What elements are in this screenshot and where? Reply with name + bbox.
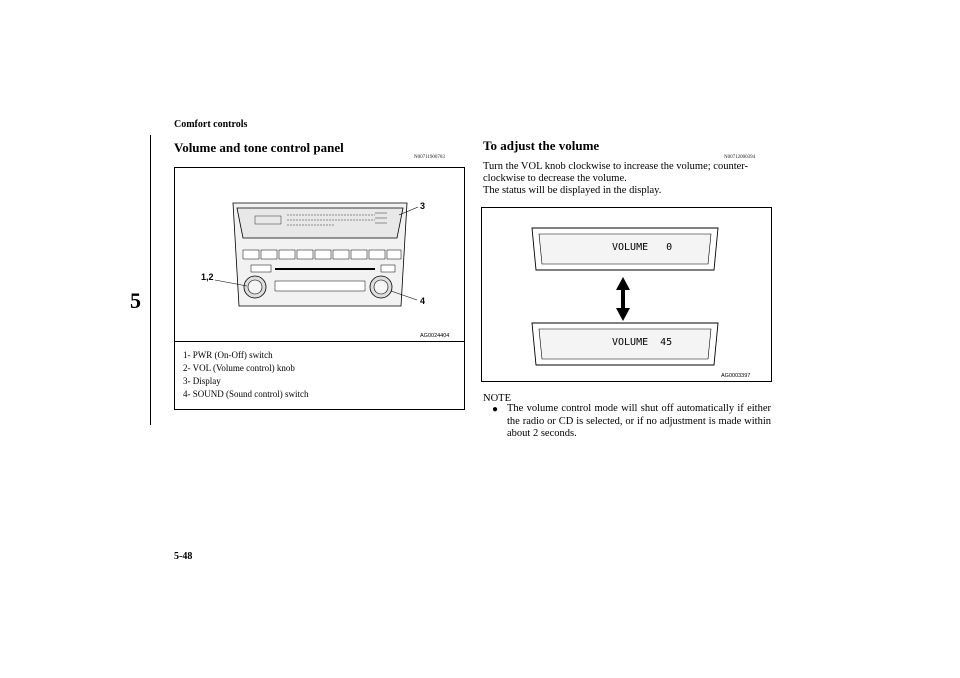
figure-id: AG0003397 [721,373,751,379]
right-heading: To adjust the volume [483,138,600,153]
paragraph-line-3: The status will be displayed in the display. [483,185,662,196]
page-number: 5-48 [174,551,193,562]
panel-button-row [243,250,401,259]
bullet-icon: ● [492,404,499,415]
right-heading-code: N00712000394 [724,155,756,160]
volume-display-illustration [482,208,771,381]
paragraph-line-1: Turn the VOL knob clockwise to increase the volume; counter- [483,161,749,172]
intro-paragraph [483,161,771,197]
display-volume-0: VOLUME 0 [612,242,673,253]
callout-3: 3 [420,201,426,211]
legend-item-1: 1- PWR (On-Off) switch [183,350,273,360]
note-label: NOTE [483,393,511,404]
pwr-vol-knob [244,276,266,298]
callout-1-2: 1,2 [201,272,214,282]
audio-panel-figure [174,167,465,342]
note-text: The volume control mode will shut off automatically if either the radio or CD is selected, or if no adjustment is made within about 2 seconds. [507,403,771,439]
chapter-tab-number: 5 [130,288,141,313]
audio-panel-illustration [175,168,464,341]
section-title: Comfort controls [174,119,248,130]
legend-item-2: 2- VOL (Volume control) knob [183,363,295,373]
double-arrow-icon [616,277,630,321]
chapter-tab-divider [150,135,151,425]
left-heading-code: N00711900703 [414,155,445,160]
figure-id: AG0024404 [420,333,450,339]
sound-knob [370,276,392,298]
callout-4: 4 [420,296,426,306]
left-heading: Volume and tone control panel [174,140,344,155]
paragraph-line-2: clockwise to decrease the volume. [483,173,627,184]
volume-display-figure [481,207,772,382]
legend-item-3: 3- Display [183,376,221,386]
legend-box [174,341,465,410]
display-volume-45: VOLUME 45 [612,337,673,348]
legend-item-4: 4- SOUND (Sound control) switch [183,389,309,399]
